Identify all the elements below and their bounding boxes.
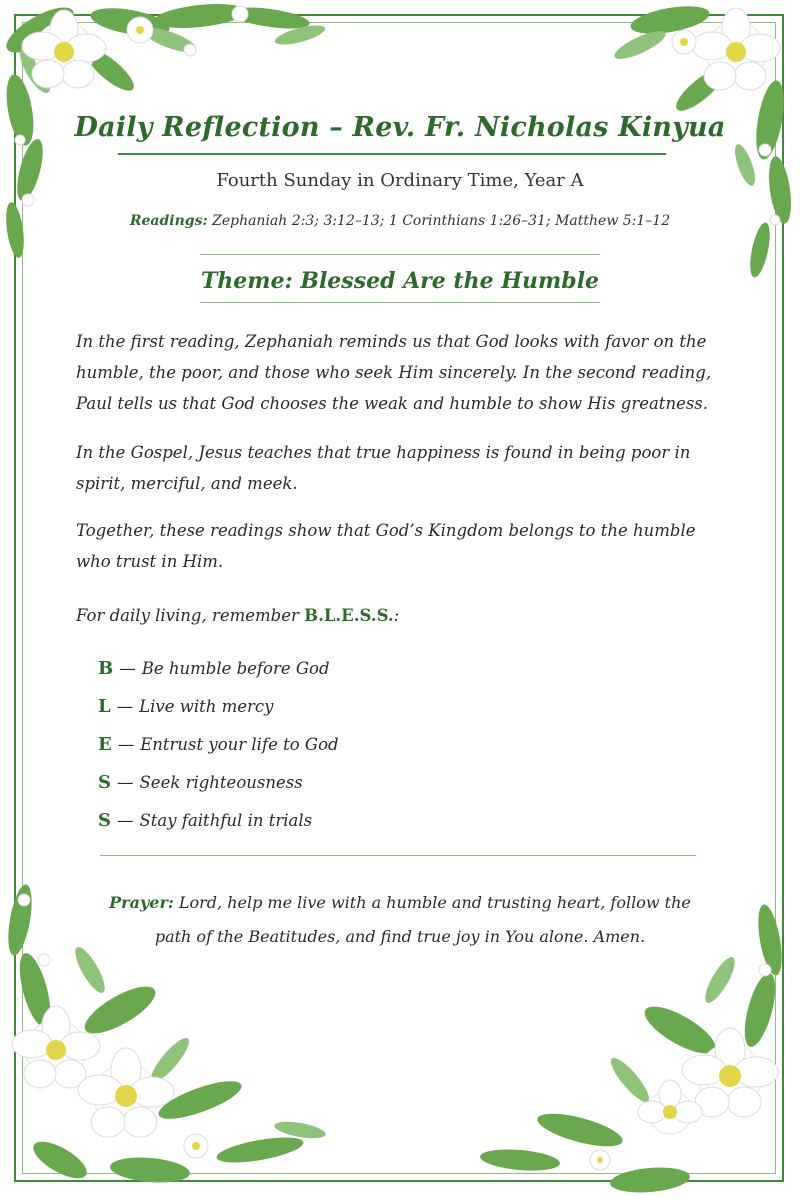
- bless-text: Seek righteousness: [139, 773, 303, 792]
- list-item: [98, 764, 598, 802]
- floral-corner-top-left: [0, 0, 340, 300]
- page-title: Daily Reflection – Rev. Fr. Nicholas Kinyua: [74, 112, 726, 143]
- readings-text: Zephaniah 2:3; 3:12–13; 1 Corinthians 1:26–31; Matthew 5:1–12: [212, 213, 671, 229]
- list-item: [98, 726, 598, 764]
- bless-dash: —: [119, 659, 136, 678]
- divider-above-prayer: [100, 855, 696, 856]
- bless-text: Live with mercy: [139, 697, 274, 716]
- prayer-text: Lord, help me live with a humble and trusting heart, follow the path of the Beatitudes, and find true joy in You alone. Amen.: [154, 893, 691, 946]
- paragraph-together: Together, these readings show that God’s Kingdom belongs to the humble who trust in Him.: [76, 521, 696, 571]
- readings-label: Readings:: [129, 213, 208, 229]
- bless-dash: —: [117, 773, 134, 792]
- floral-corner-top-right: [580, 0, 800, 300]
- bless-letter: L: [98, 696, 111, 717]
- bless-text: Entrust your life to God: [140, 735, 339, 754]
- bless-list: [98, 650, 598, 840]
- paragraph-gospel: In the Gospel, Jesus teaches that true happiness is found in being poor in spirit, merciful, and meek.: [76, 443, 691, 493]
- bless-dash: —: [117, 735, 135, 754]
- list-item: [98, 802, 598, 840]
- bless-letter: S: [98, 810, 111, 831]
- divider-below-theme: [200, 302, 600, 303]
- bless-letter: E: [98, 734, 112, 755]
- bless-keyword: B.L.E.S.S.: [304, 606, 394, 625]
- prayer-label: Prayer:: [109, 893, 174, 912]
- list-item: [98, 688, 598, 726]
- prayer: [100, 886, 700, 954]
- bless-text: Stay faithful in trials: [139, 811, 313, 830]
- paragraph-readings-summary: In the first reading, Zephaniah reminds us that God looks with favor on the humble, the poor, and those who seek Him sincerely. In the second reading, Paul tells us that God chooses the weak and humble to show His greatness.: [76, 332, 712, 413]
- liturgical-date: Fourth Sunday in Ordinary Time, Year A: [216, 170, 584, 191]
- bless-letter: B: [98, 658, 114, 679]
- list-item: [98, 650, 598, 688]
- bless-dash: —: [117, 811, 134, 830]
- bless-text: Be humble before God: [141, 659, 330, 678]
- bless-dash: —: [116, 697, 134, 716]
- bless-letter: S: [98, 772, 111, 793]
- title-underline: [118, 153, 666, 155]
- daily-living-suffix: :: [393, 606, 400, 625]
- daily-living-intro: [76, 600, 732, 631]
- divider-above-theme: [200, 254, 600, 255]
- theme-heading: Theme: Blessed Are the Humble: [200, 268, 600, 294]
- daily-living-text: For daily living, remember: [76, 606, 299, 625]
- readings-line: [0, 213, 800, 229]
